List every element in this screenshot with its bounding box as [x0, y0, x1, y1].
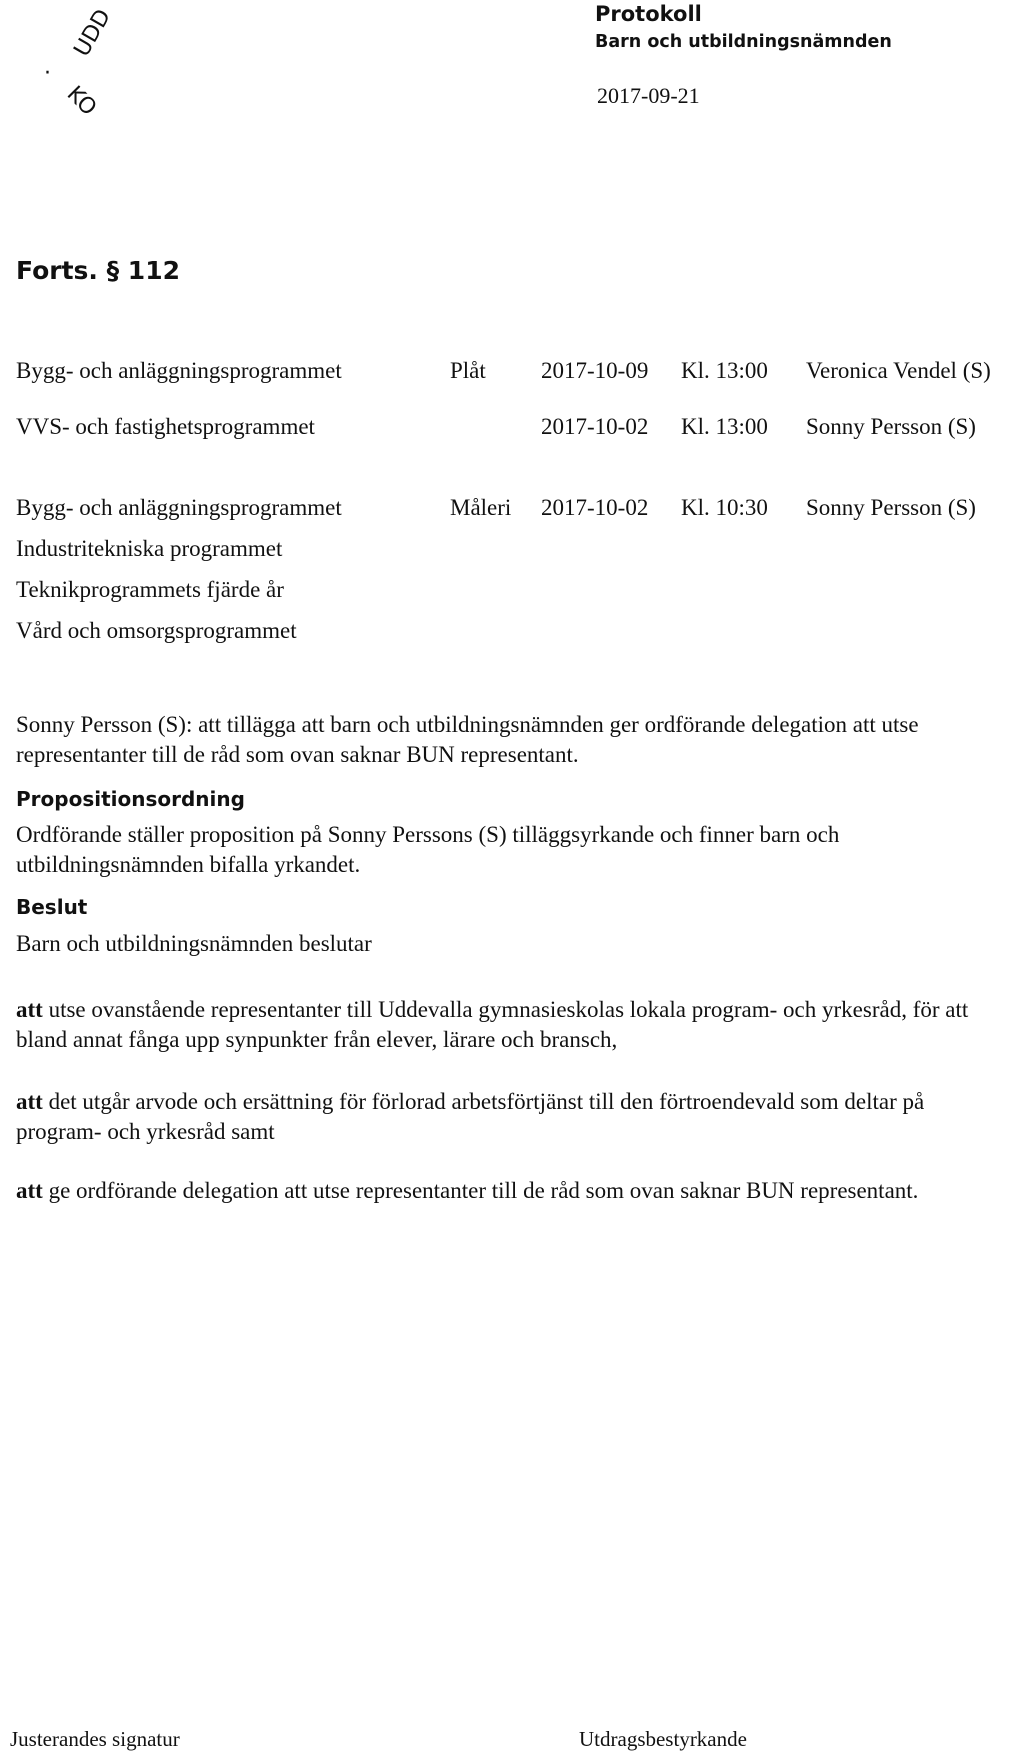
decision-item	[16, 995, 986, 1055]
decision-text: det utgår arvode och ersättning för förlorad arbetsförtjänst till den förtroendevald som deltar på program- och yrkesråd samt	[16, 1089, 925, 1144]
decision-keyword: att	[16, 997, 43, 1022]
stamp-letters-udd: UDD	[69, 5, 117, 62]
document-type-title: Protokoll	[595, 2, 702, 26]
table-row	[0, 614, 1024, 648]
program-name: Industritekniska programmet	[16, 536, 283, 561]
program-name: Bygg- och anläggningsprogrammet	[16, 358, 342, 383]
program-name: VVS- och fastighetsprogrammet	[16, 414, 315, 439]
program-name: Bygg- och anläggningsprogrammet	[16, 495, 342, 520]
program-name: Teknikprogrammets fjärde år	[16, 577, 284, 602]
committee-name: Barn och utbildningsnämnden	[595, 32, 892, 52]
decision-item	[16, 1087, 986, 1147]
decision-text: utse ovanstående representanter till Uddevalla gymnasieskolas lokala program- och yrkesråd, för att bland annat fånga upp synpunkter från elever, lärare och bransch,	[16, 997, 969, 1052]
council-time: Kl. 13:00	[681, 414, 768, 439]
proposal-text: Sonny Persson (S): att tillägga att barn och utbildningsnämnden ger ordförande delegation att utse representanter till de råd som ovan saknar BUN representant.	[16, 712, 919, 767]
council-date: 2017-10-02	[541, 495, 649, 520]
meeting-date: 2017-09-21	[597, 83, 700, 108]
decision-keyword: att	[16, 1089, 43, 1114]
table-row	[0, 532, 1024, 566]
section-title: Forts. § 112	[16, 256, 180, 285]
decision-keyword: att	[16, 1178, 43, 1203]
signature-label: Justerandes signatur	[10, 1727, 180, 1751]
propositionsordning-heading: Propositionsordning	[16, 787, 245, 811]
beslut-heading: Beslut	[16, 895, 88, 919]
council-date: 2017-10-02	[541, 414, 649, 439]
program-branch: Plåt	[450, 358, 486, 383]
table-row	[0, 410, 1024, 444]
representative-name: Veronica Vendel (S)	[806, 358, 991, 383]
council-time: Kl. 13:00	[681, 358, 768, 383]
decision-item	[16, 1176, 986, 1206]
representative-name: Sonny Persson (S)	[806, 495, 976, 520]
table-row	[0, 573, 1024, 607]
propositionsordning-text: Ordförande ställer proposition på Sonny Perssons (S) tilläggsyrkande och finner barn och utbildningsnämnden bifalla yrkandet.	[16, 822, 840, 877]
program-branch: Måleri	[450, 495, 512, 520]
stamp-icon	[26, 0, 136, 120]
extract-certification-label: Utdragsbestyrkande	[579, 1727, 747, 1751]
stamp-letters-ko: KO	[61, 81, 102, 120]
program-name: Vård och omsorgsprogrammet	[16, 618, 297, 643]
decision-text: ge ordförande delegation att utse representanter till de råd som ovan saknar BUN representant.	[42, 1178, 919, 1203]
stamp-dot: ·	[44, 61, 51, 86]
table-row	[0, 491, 1024, 525]
council-time: Kl. 10:30	[681, 495, 768, 520]
municipality-stamp-logo	[26, 0, 136, 120]
table-row	[0, 354, 1024, 388]
representative-name: Sonny Persson (S)	[806, 414, 976, 439]
beslut-intro: Barn och utbildningsnämnden beslutar	[16, 931, 372, 956]
council-date: 2017-10-09	[541, 358, 649, 383]
